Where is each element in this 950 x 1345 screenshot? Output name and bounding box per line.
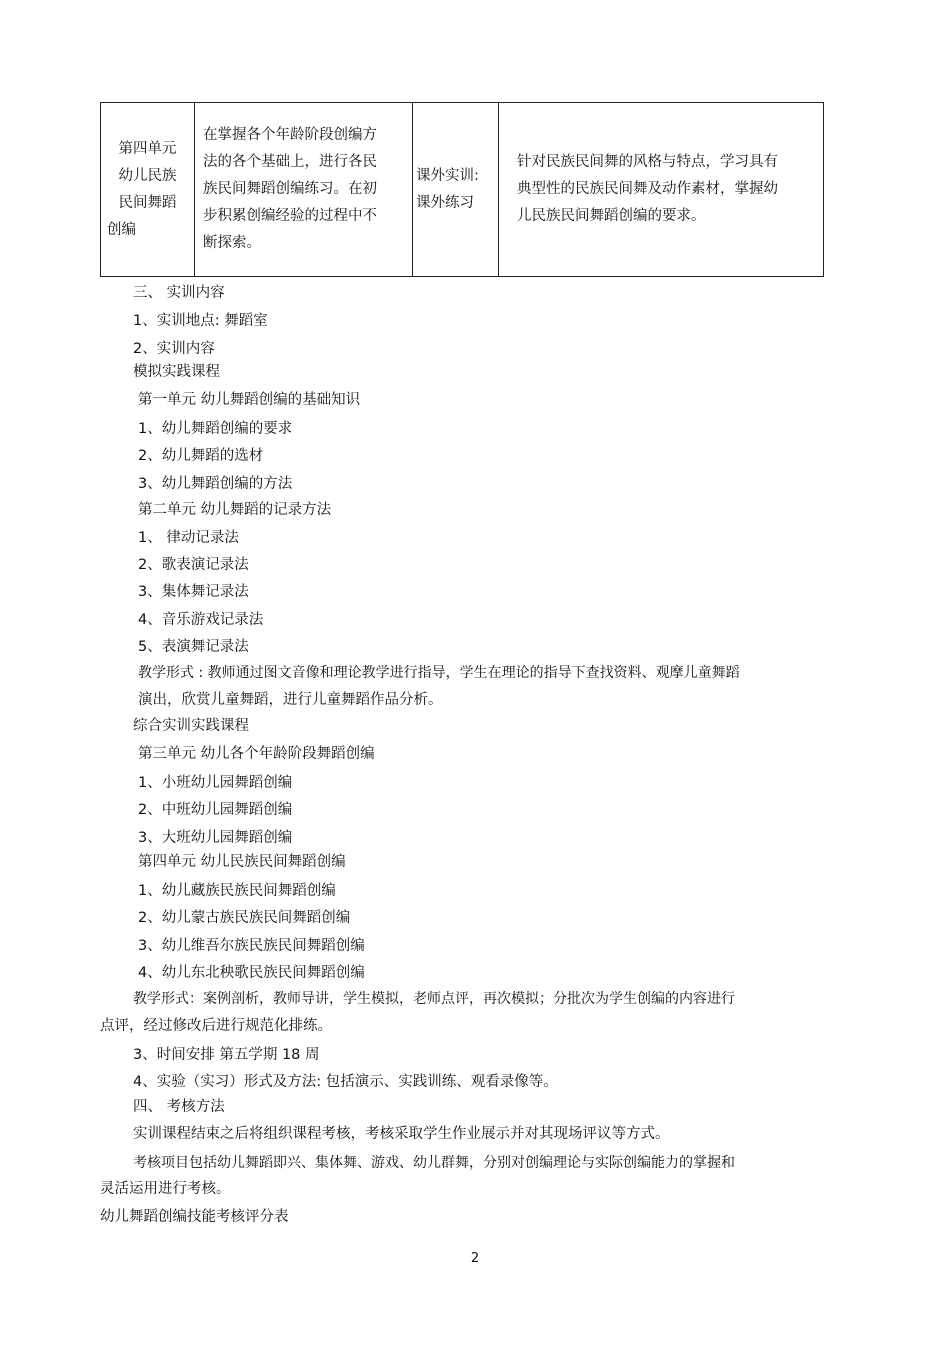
text-line: 2、幼儿蒙古族民族民间舞蹈创编	[138, 910, 351, 926]
page-number: 2	[470, 1251, 480, 1266]
cell-line: 课外实训:	[416, 167, 479, 184]
text-line: 第二单元 幼儿舞蹈的记录方法	[138, 502, 332, 518]
text-line: 1、小班幼儿园舞蹈创编	[138, 775, 293, 791]
cell-line: 族民间舞蹈创编练习。在初	[203, 181, 377, 197]
unit-form-cell	[413, 103, 499, 277]
text-line: 点评，经过修改后进行规范化排练。	[100, 1018, 332, 1034]
text-line: 3、集体舞记录法	[138, 584, 249, 600]
cell-line: 断探索。	[203, 235, 261, 251]
text-line: 第四单元 幼儿民族民间舞蹈创编	[138, 854, 346, 870]
cell-line: 民间舞蹈	[118, 194, 177, 211]
text-line: 3、幼儿舞蹈创编的方法	[138, 476, 293, 492]
text-line: 3、时间安排 第五学期 18 周	[133, 1047, 320, 1063]
unit-desc-cell	[195, 103, 413, 277]
cell-line: 幼儿民族	[118, 167, 177, 184]
text-line: 3、大班幼儿园舞蹈创编	[138, 830, 293, 846]
cell-line: 儿民族民间舞蹈创编的要求。	[517, 208, 706, 224]
text-line: 第一单元 幼儿舞蹈创编的基础知识	[138, 392, 361, 408]
table-caption: 幼儿舞蹈创编技能考核评分表	[100, 1209, 289, 1225]
text-line: 4、音乐游戏记录法	[138, 612, 264, 628]
section-heading: 三、 实训内容	[133, 285, 225, 301]
section-heading: 四、 考核方法	[133, 1099, 225, 1115]
text-line: 2、中班幼儿园舞蹈创编	[138, 802, 293, 818]
text-line: 实训课程结束之后将组织课程考核，考核采取学生作业展示并对其现场评议等方式。	[133, 1126, 670, 1142]
text-line: 2、实训内容	[133, 341, 215, 357]
cell-line: 创编	[107, 221, 136, 238]
text-line: 演出，欣赏儿童舞蹈，进行儿童舞蹈作品分析。	[138, 692, 443, 708]
text-line: 综合实训实践课程	[133, 718, 249, 734]
text-line: 2、歌表演记录法	[138, 557, 249, 573]
text-line: 1、幼儿藏族民族民间舞蹈创编	[138, 883, 336, 899]
cell-line: 步积累创编经验的过程中不	[203, 208, 377, 224]
cell-line: 在掌握各个年龄阶段创编方	[203, 127, 377, 143]
text-line: 1、幼儿舞蹈创编的要求	[138, 421, 293, 437]
text-line: 1、 律动记录法	[138, 530, 239, 546]
cell-line: 针对民族民间舞的风格与特点，学习具有	[517, 154, 778, 170]
text-line: 模拟实践课程	[133, 364, 220, 380]
table-row	[101, 103, 824, 277]
text-line: 教学形式：案例剖析，教师导讲，学生模拟，老师点评，再次模拟；分批次为学生创编的内容进行	[133, 991, 735, 1007]
text-line: 3、幼儿维吾尔族民族民间舞蹈创编	[138, 938, 365, 954]
cell-line: 课外练习	[416, 194, 474, 211]
cell-line: 第四单元	[118, 140, 177, 157]
text-line: 4、实验（实习）形式及方法: 包括演示、实践训练、观看录像等。	[133, 1074, 558, 1090]
text-line: 4、幼儿东北秧歌民族民间舞蹈创编	[138, 965, 365, 981]
cell-line: 法的各个基础上，进行各民	[203, 154, 377, 170]
text-line: 2、幼儿舞蹈的选材	[138, 448, 264, 464]
text-line: 灵活运用进行考核。	[100, 1181, 231, 1197]
unit-table	[100, 102, 824, 277]
text-line: 1、实训地点: 舞蹈室	[133, 313, 268, 329]
text-line: 5、表演舞记录法	[138, 639, 249, 655]
cell-line: 典型性的民族民间舞及动作素材，掌握幼	[517, 181, 778, 197]
text-line: 第三单元 幼儿各个年龄阶段舞蹈创编	[138, 746, 375, 762]
text-line: 考核项目包括幼儿舞蹈即兴、集体舞、游戏、幼儿群舞，分别对创编理论与实际创编能力的掌握和	[133, 1155, 735, 1171]
unit-goal-cell	[499, 103, 824, 277]
text-line: 教学形式 : 教师通过图文音像和理论教学进行指导，学生在理论的指导下查找资料、观摩儿童舞蹈	[138, 665, 740, 681]
unit-name-cell	[101, 103, 195, 277]
